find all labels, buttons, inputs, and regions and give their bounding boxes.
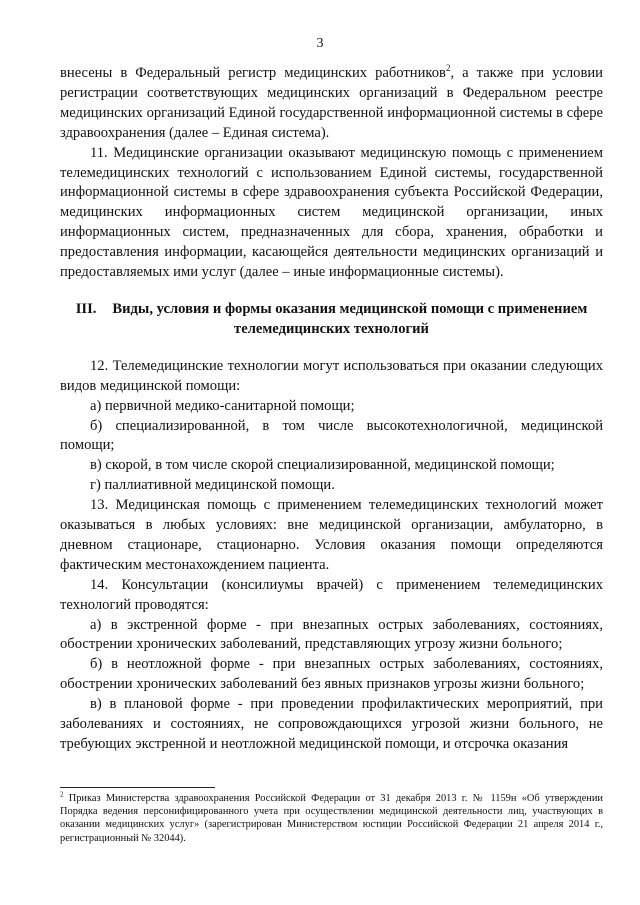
list-item-14c: в) в плановой форме - при проведении профилактических мероприятий, при заболеваниях и состояниях, не сопровождающихся угрозой жизни больного, не требующих экстренной и неотложной медицинской помощи, и отсрочка оказания bbox=[60, 696, 603, 752]
footnote bbox=[60, 792, 603, 845]
footnote-marker: 2 bbox=[60, 790, 64, 799]
footnote-reference: 2 bbox=[445, 63, 451, 74]
paragraph-12: 12. Телемедицинские технологии могут использоваться при оказании следующих видов медицинской помощи: bbox=[60, 357, 603, 394]
footnote-divider bbox=[60, 787, 215, 788]
list-item-14b: б) в неотложной форме - при внезапных острых заболеваниях, состояниях, обострении хронических заболеваний без явных признаков угрозы жизни больного; bbox=[60, 656, 603, 693]
section-heading bbox=[60, 300, 603, 340]
list-item-12b: б) специализированной, в том числе высокотехнологичной, медицинской помощи; bbox=[60, 417, 603, 454]
paragraph-intro-text: внесены в Федеральный регистр медицинских работников bbox=[60, 65, 446, 81]
list-item-12c: в) скорой, в том числе скорой специализированной, медицинской помощи; bbox=[90, 457, 555, 474]
list-item-12d: г) паллиативной медицинской помощи. bbox=[90, 477, 335, 494]
paragraph-14: 14. Консультации (консилиумы врачей) с применением телемедицинских технологий проводятся: bbox=[60, 576, 603, 613]
list-item-14a: а) в экстренной форме - при внезапных острых заболеваниях, состояниях, обострении хронических заболеваний, представляющих угрозу жизни больного; bbox=[60, 616, 603, 653]
section-title: Виды, условия и формы оказания медицинской помощи с применением телемедицинских технологий bbox=[112, 300, 588, 337]
section-number: III. bbox=[75, 300, 97, 317]
list-item-12a: а) первичной медико-санитарной помощи; bbox=[90, 397, 355, 414]
paragraph-13: 13. Медицинская помощь с применением телемедицинских технологий может оказываться в любых условиях: вне медицинской организации, амбулаторно, в дневном стационаре, стационарно. Условия оказания помощи определяются фактическим местонахождением пациента. bbox=[60, 497, 603, 573]
paragraph-intro-text-continued: , а также при условии регистрации соответствующих медицинских организаций в Федеральном реестре медицинских организаций Единой государственной информационной системы в сфере здравоохранения (далее – Единая система). bbox=[60, 65, 603, 141]
footnote-text: Приказ Министерства здравоохранения Российской Федерации от 31 декабря 2013 г. № 1159н «Об утверждении Порядка ведения персонифицированного учета при осуществлении медицинской деятельности лиц, участвующих в оказании медицинских услуг» (зарегистрирован Министерством юстиции Российской Федерации 21 апреля 2014 г., регистрационный № 32044). bbox=[60, 793, 603, 844]
paragraph-11: 11. Медицинские организации оказывают медицинскую помощь с применением телемедицинских технологий с использованием Единой системы, государственной информационной системы в сфере здравоохранения субъекта Российской Федерации, медицинских информационных систем медицинской организации, иных информационных систем, предназначенных для сбора, хранения, обработки и предоставления информации, касающейся деятельности медицинских организаций и предоставляемых ими услуг (далее – иные информационные системы). bbox=[60, 144, 603, 281]
body-text bbox=[60, 64, 603, 755]
page-number: 3 bbox=[316, 36, 324, 51]
paragraph-intro bbox=[60, 64, 603, 144]
